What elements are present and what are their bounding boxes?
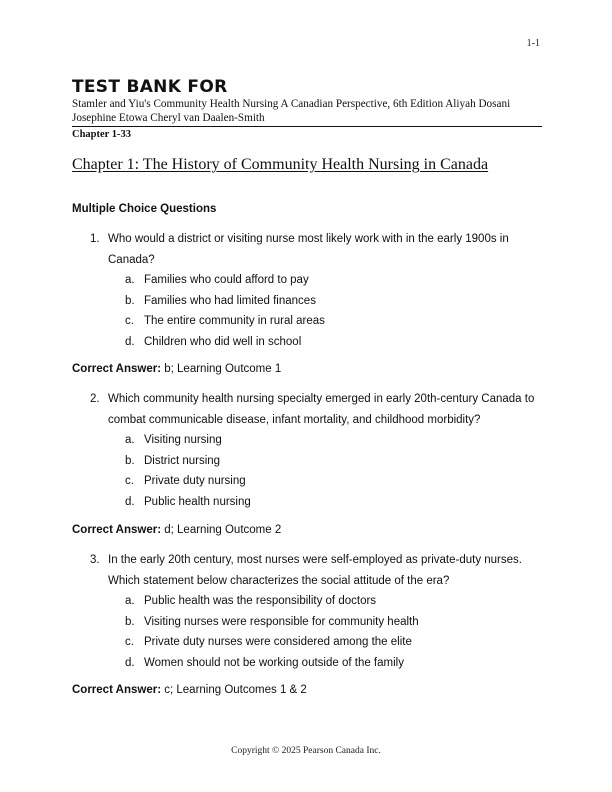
document-header (72, 78, 542, 142)
option-letter: b. (125, 294, 135, 307)
question-stem: Which community health nursing specialty emerged in early 20th-century Canada to combat communicable disease, infant mortality, and childhood morbidity? (108, 393, 535, 426)
correct-answer-2 (72, 524, 281, 536)
option-letter: a. (125, 274, 135, 286)
answer-option-c (90, 471, 545, 492)
option-text: Families who could afford to pay (144, 274, 309, 286)
option-letter: d. (125, 335, 135, 348)
option-letter: b. (125, 454, 135, 467)
option-letter: d. (125, 656, 135, 669)
answer-option-d (90, 332, 545, 353)
option-text: Children who did well in school (144, 335, 302, 348)
correct-answer-text: b; Learning Outcome 1 (161, 363, 282, 375)
question-number: 3. (90, 554, 100, 566)
option-text: Visiting nurses were responsible for community health (144, 615, 419, 628)
option-text: Public health was the responsibility of doctors (144, 595, 377, 607)
question-number: 2. (90, 393, 100, 405)
question-1 (90, 229, 545, 352)
correct-answer-label: Correct Answer: (72, 684, 162, 696)
correct-answer-label: Correct Answer: (72, 524, 162, 536)
answer-option-d (90, 653, 545, 674)
option-text: District nursing (144, 454, 221, 467)
option-text: Public health nursing (144, 495, 251, 508)
book-title: Stamler and Yiu's Community Health Nursing A Canadian Perspective, 6th Edition Aliyah Dosani Josephine Etowa Cheryl van Daalen-Smith (72, 98, 511, 124)
option-letter: a. (125, 595, 135, 607)
question-stem: Who would a district or visiting nurse most likely work with in the early 1900s in Canada? (108, 233, 509, 266)
header-rule (72, 126, 542, 127)
correct-answer-label: Correct Answer: (72, 363, 162, 375)
correct-answer-3 (72, 684, 307, 696)
option-letter: a. (125, 434, 135, 446)
question-number: 1. (90, 233, 100, 245)
question-2 (90, 389, 545, 512)
answer-option-b (90, 612, 545, 633)
option-letter: b. (125, 615, 135, 628)
page-number: 1-1 (526, 38, 540, 49)
option-letter: c. (125, 636, 134, 648)
answer-option-b (90, 451, 545, 472)
copyright-footer: Copyright © 2025 Pearson Canada Inc. (231, 746, 381, 756)
question-3 (90, 550, 545, 673)
option-text: Women should not be working outside of the family (144, 656, 404, 669)
correct-answer-1 (72, 363, 281, 375)
answer-option-a (90, 591, 545, 612)
answer-option-b (90, 291, 545, 312)
option-text: Private duty nurses were considered among the elite (144, 636, 412, 648)
test-bank-title: TEST BANK FOR (72, 77, 228, 97)
answer-option-a (90, 270, 545, 291)
option-text: Families who had limited finances (144, 294, 316, 307)
chapter-heading: Chapter 1: The History of Community Health Nursing in Canada (72, 156, 489, 173)
answer-option-a (90, 430, 545, 451)
option-letter: d. (125, 495, 135, 508)
question-stem: In the early 20th century, most nurses were self-employed as private-duty nurses. Which statement below characterizes the social attitude of the era? (108, 554, 522, 587)
option-letter: c. (125, 315, 134, 327)
answer-option-d (90, 492, 545, 513)
option-text: Private duty nursing (144, 475, 246, 487)
option-text: Visiting nursing (144, 434, 222, 446)
answer-option-c (90, 311, 545, 332)
option-text: The entire community in rural areas (144, 315, 325, 327)
correct-answer-text: c; Learning Outcomes 1 & 2 (161, 684, 307, 696)
option-letter: c. (125, 475, 134, 487)
answer-option-c (90, 632, 545, 653)
chapter-range: Chapter 1-33 (72, 129, 132, 140)
section-heading: Multiple Choice Questions (72, 203, 217, 215)
correct-answer-text: d; Learning Outcome 2 (161, 524, 282, 536)
